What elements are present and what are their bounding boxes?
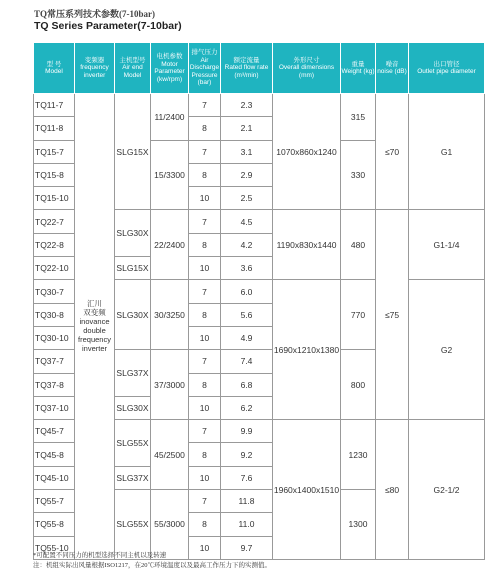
header-en: Motor Parameter (kw/rpm)	[154, 60, 185, 83]
inverter-cell	[75, 94, 115, 560]
motor-cell: 37/3000	[151, 350, 189, 420]
flow-cell: 11.0	[221, 513, 273, 536]
pressure-cell: 7	[189, 490, 221, 513]
pressure-cell: 7	[189, 94, 221, 117]
header-cn: 电机参数	[156, 53, 183, 60]
pressure-cell: 8	[189, 163, 221, 186]
model-cell: TQ55-10	[34, 536, 75, 559]
header-model	[34, 43, 75, 94]
model-cell: TQ15-8	[34, 163, 75, 186]
pressure-cell: 8	[189, 303, 221, 326]
air-end-cell: SLG37X	[115, 350, 151, 397]
weight-cell: 480	[341, 210, 376, 280]
model-cell: TQ37-10	[34, 396, 75, 419]
inverter-en: inovance double frequency inverter	[78, 317, 111, 354]
flow-cell: 7.6	[221, 466, 273, 489]
air-end-cell: SLG15X	[115, 257, 151, 280]
flow-cell: 3.1	[221, 140, 273, 163]
flow-cell: 5.6	[221, 303, 273, 326]
air-end-cell: SLG37X	[115, 466, 151, 489]
header-cn: 型 号	[46, 60, 62, 68]
header-en: Model	[45, 68, 63, 75]
outlet-cell: G2-1/2	[409, 420, 485, 560]
model-cell: TQ22-10	[34, 257, 75, 280]
pressure-cell: 8	[189, 443, 221, 466]
flow-cell: 4.9	[221, 326, 273, 349]
air-end-cell: SLG15X	[115, 94, 151, 210]
pressure-cell: 8	[189, 117, 221, 140]
header-en: noise (dB)	[377, 68, 407, 75]
header-weight	[341, 43, 376, 94]
inverter-cn: 汇川	[87, 299, 102, 309]
flow-cell: 3.6	[221, 257, 273, 280]
model-cell: TQ15-10	[34, 187, 75, 210]
weight-cell: 1300	[341, 490, 376, 560]
header-en: Air end Model	[122, 64, 143, 79]
header-en: frequency inverter	[80, 64, 109, 79]
model-cell: TQ30-10	[34, 326, 75, 349]
air-end-cell: SLG30X	[115, 280, 151, 350]
motor-cell: 30/3250	[151, 280, 189, 350]
pressure-cell: 7	[189, 420, 221, 443]
flow-cell: 2.5	[221, 187, 273, 210]
header-row	[34, 43, 485, 94]
motor-cell: 22/2400	[151, 210, 189, 280]
weight-cell: 800	[341, 350, 376, 420]
header-pressure	[189, 43, 221, 94]
parameter-table	[33, 42, 485, 560]
outlet-cell: G1	[409, 94, 485, 210]
flow-cell: 6.0	[221, 280, 273, 303]
pressure-cell: 7	[189, 210, 221, 233]
model-cell: TQ30-7	[34, 280, 75, 303]
model-cell: TQ37-8	[34, 373, 75, 396]
flow-cell: 11.8	[221, 490, 273, 513]
model-cell: TQ22-8	[34, 233, 75, 256]
header-cn: 额定流量	[233, 56, 260, 64]
motor-cell: 45/2500	[151, 420, 189, 490]
title-chinese: TQ常压系列技术参数(7-10bar)	[34, 9, 155, 19]
inverter-cn: 双变频	[83, 308, 106, 318]
noise-cell: ≤75	[376, 210, 409, 420]
header-cn: 主机型号	[119, 56, 146, 64]
dimensions-cell: 1690x1210x1380	[273, 280, 341, 420]
weight-cell: 1230	[341, 420, 376, 490]
weight-cell: 330	[341, 140, 376, 210]
motor-cell: 11/2400	[151, 94, 189, 141]
weight-cell: 315	[341, 94, 376, 141]
pressure-cell: 8	[189, 233, 221, 256]
pressure-cell: 10	[189, 536, 221, 559]
dimensions-cell: 1960x1400x1510	[273, 420, 341, 560]
pressure-cell: 10	[189, 257, 221, 280]
header-flow	[221, 43, 273, 94]
pressure-cell: 10	[189, 326, 221, 349]
outlet-cell: G1-1/4	[409, 210, 485, 280]
pressure-cell: 7	[189, 350, 221, 373]
weight-cell: 770	[341, 280, 376, 350]
flow-cell: 2.1	[221, 117, 273, 140]
pressure-cell: 8	[189, 373, 221, 396]
title-english: TQ Series Parameter(7-10bar)	[34, 20, 182, 32]
pressure-cell: 7	[189, 140, 221, 163]
dimensions-cell: 1070x860x1240	[273, 94, 341, 210]
model-cell: TQ37-7	[34, 350, 75, 373]
flow-cell: 4.2	[221, 233, 273, 256]
header-en: Overall dimensions (mm)	[278, 64, 335, 79]
header-cn: 外形尺寸	[293, 56, 320, 64]
motor-cell: 15/3300	[151, 140, 189, 210]
model-cell: TQ22-7	[34, 210, 75, 233]
air-end-cell: SLG55X	[115, 420, 151, 467]
footnotes	[33, 551, 271, 571]
outlet-cell: G2	[409, 280, 485, 420]
flow-cell: 9.9	[221, 420, 273, 443]
pressure-cell: 10	[189, 187, 221, 210]
footnote: 注：机组实际出风量根据ISO1217，在20℃环境温度以及最高工作压力下的实测值。	[33, 562, 271, 569]
header-air-end	[115, 43, 151, 94]
header-en: Air Discharge Pressure (bar)	[189, 56, 220, 87]
header-en: Outlet pipe diameter	[417, 68, 476, 75]
pressure-cell: 7	[189, 280, 221, 303]
model-cell: TQ15-7	[34, 140, 75, 163]
model-cell: TQ30-8	[34, 303, 75, 326]
dimensions-cell: 1190x830x1440	[273, 210, 341, 280]
header-inverter	[75, 43, 115, 94]
flow-cell: 9.2	[221, 443, 273, 466]
noise-cell: ≤70	[376, 94, 409, 210]
pressure-cell: 10	[189, 396, 221, 419]
header-en: Weight (kg)	[341, 68, 375, 75]
model-cell: TQ55-8	[34, 513, 75, 536]
motor-cell: 55/3000	[151, 490, 189, 560]
header-cn: 变频器	[84, 56, 105, 64]
pressure-cell: 10	[189, 466, 221, 489]
footnote: *可配置不同压力的机型选择不同主机以及转速	[33, 552, 167, 559]
pressure-cell: 8	[189, 513, 221, 536]
header-cn: 噪音	[385, 60, 399, 68]
flow-cell: 9.7	[221, 536, 273, 559]
title-block	[34, 8, 182, 33]
flow-cell: 6.2	[221, 396, 273, 419]
air-end-cell: SLG55X	[115, 490, 151, 560]
model-cell: TQ11-7	[34, 94, 75, 117]
flow-cell: 2.9	[221, 163, 273, 186]
header-outlet	[409, 43, 485, 94]
header-noise	[376, 43, 409, 94]
flow-cell: 6.8	[221, 373, 273, 396]
model-cell: TQ55-7	[34, 490, 75, 513]
header-dimensions	[273, 43, 341, 94]
flow-cell: 2.3	[221, 94, 273, 117]
header-cn: 重量	[351, 60, 365, 68]
table-row	[34, 94, 485, 117]
header-cn: 排气压力	[191, 49, 218, 57]
noise-cell: ≤80	[376, 420, 409, 560]
model-cell: TQ45-7	[34, 420, 75, 443]
model-cell: TQ45-10	[34, 466, 75, 489]
header-cn: 出口管径	[433, 60, 460, 68]
header-motor	[151, 43, 189, 94]
flow-cell: 4.5	[221, 210, 273, 233]
header-en: Rated flow rate (m³/min)	[224, 64, 269, 79]
air-end-cell: SLG30X	[115, 396, 151, 419]
model-cell: TQ11-8	[34, 117, 75, 140]
flow-cell: 7.4	[221, 350, 273, 373]
model-cell: TQ45-8	[34, 443, 75, 466]
air-end-cell: SLG30X	[115, 210, 151, 257]
